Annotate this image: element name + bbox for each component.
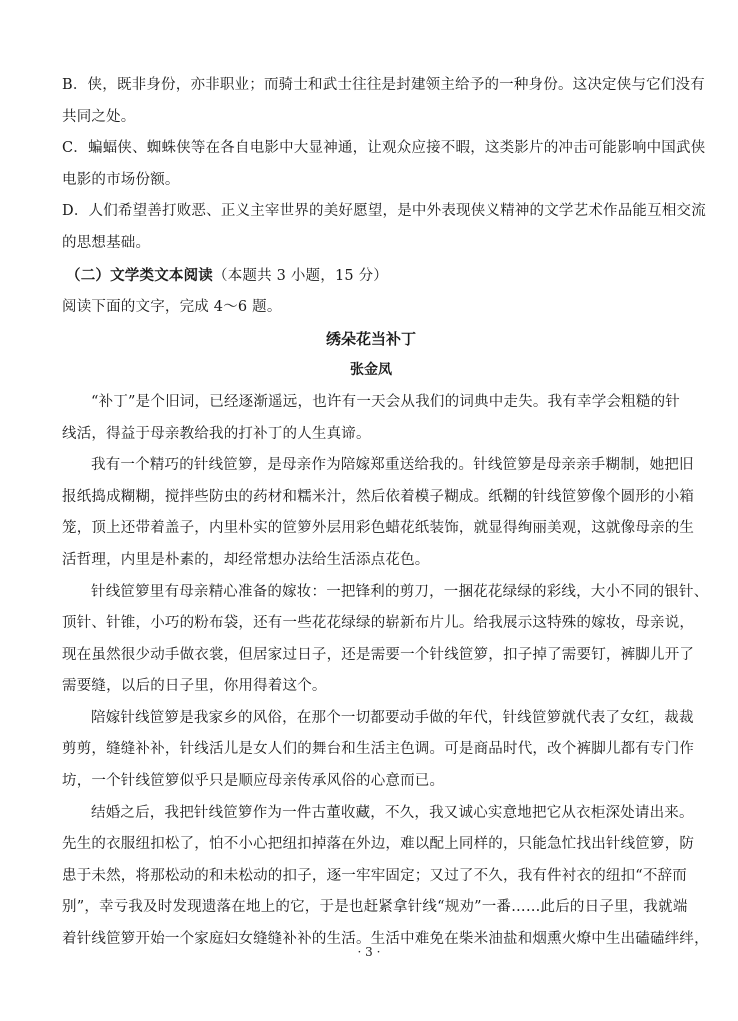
paragraph-1-line-1: “补丁”是个旧词，已经逐渐遥远，也许有一天会从我们的词典中走失。我有幸学会粗糙的针 bbox=[91, 393, 680, 410]
section-heading bbox=[62, 260, 680, 293]
paragraph-5-line-1: 结婚之后，我把针线笸箩作为一件古董收藏，不久，我又诚心实意地把它从衣柜深处请出来。 bbox=[91, 804, 694, 821]
paragraph-3-line-1: 针线笸箩里有母亲精心准备的嫁妆：一把锋利的剪刀，一捆花花绿绿的彩线，大小不同的银针、 bbox=[91, 583, 709, 600]
option-c-line-2: 电影的市场份额。 bbox=[62, 171, 180, 188]
option-b-line-1: B．侠，既非身份，亦非职业；而骑士和武士往往是封建领主给予的一种身份。这决定侠与它们没有 bbox=[62, 77, 705, 93]
paragraph-2-line-4: 活哲理，内里是朴素的，却经常想办法给生活添点花色。 bbox=[62, 551, 430, 568]
paragraph-5-line-5: 着针线笸箩开始一个家庭妇女缝缝补补的生活。生活中难免在柴米油盐和烟熏火燎中生出磕磕绊绊， bbox=[62, 931, 709, 948]
article-title: 绣朵花当补丁 bbox=[325, 329, 416, 348]
paragraph-5-line-2: 先生的衣服纽扣松了，怕不小心把纽扣掉落在外边，难以配上同样的，只能急忙找出针线笸箩，防 bbox=[62, 836, 695, 853]
section-heading-rest: （本题共 3 小题，15 分） bbox=[213, 267, 389, 284]
option-d-line-2: 的思想基础。 bbox=[62, 234, 151, 251]
section-instruction: 阅读下面的文字，完成 4～6 题。 bbox=[62, 299, 282, 316]
section-heading-bold: （二）文学类文本阅读 bbox=[66, 266, 213, 284]
paragraph-4-line-3: 坊，一个针线笸箩似乎只是顺应母亲传承风俗的心意而已。 bbox=[62, 773, 445, 790]
paragraph-5-line-3: 患于未然，将那松动的和未松动的扣子，逐一牢牢固定；又过了不久，我有件衬衣的纽扣“不辞而 bbox=[62, 867, 688, 884]
option-c-line-1: C．蝙蝠侠、蜘蛛侠等在各自电影中大显神通，让观众应接不暇，这类影片的冲击可能影响中国武侠 bbox=[62, 140, 706, 157]
paragraph-3-line-2: 顶针、针锥，小巧的粉布袋，还有一些花花绿绿的崭新布片儿。给我展示这特殊的嫁妆，母亲说， bbox=[62, 615, 695, 632]
paragraph-2-line-3: 笼，顶上还带着盖子，内里朴实的笸箩外层用彩色蜡花纸装饰，就显得绚丽美观，这就像母亲的生 bbox=[62, 520, 695, 537]
option-b-line-2: 共同之处。 bbox=[62, 108, 136, 125]
paragraph-2-line-2: 报纸捣成糊糊，搅拌些防虫的药材和糯米汁，然后依着模子糊成。纸糊的针线笸箩像个圆形的小箱 bbox=[62, 488, 695, 505]
paragraph-1-line-2: 线活，得益于母亲教给我的打补丁的人生真谛。 bbox=[62, 425, 371, 442]
paragraph-4-line-1: 陪嫁针线笸箩是我家乡的风俗，在那个一切都要动手做的年代，针线笸箩就代表了女红，裁裁 bbox=[91, 709, 694, 726]
paragraph-4-line-2: 剪剪，缝缝补补，针线活儿是女人们的舞台和生活主色调。可是商品时代，改个裤脚儿都有专门作 bbox=[62, 741, 695, 758]
paragraph-5-line-4: 别”，幸亏我及时发现遗落在地上的它，于是也赶紧拿针线“规劝”一番……此后的日子里，我就端 bbox=[62, 899, 688, 916]
paragraph-3-line-4: 需要缝，以后的日子里，你用得着这个。 bbox=[62, 678, 327, 695]
option-d-line-1: D．人们希望善打败恶、正义主宰世界的美好愿望，是中外表现侠义精神的文学艺术作品能互相交流 bbox=[62, 203, 706, 220]
paragraph-3-line-3: 现在虽然很少动手做衣裳，但居家过日子，还是需要一个针线笸箩，扣子掉了需要钉，裤脚儿开了 bbox=[62, 646, 695, 663]
paragraph-2-line-1: 我有一个精巧的针线笸箩，是母亲作为陪嫁郑重送给我的。针线笸箩是母亲亲手糊制，她把旧 bbox=[91, 457, 694, 474]
article-body bbox=[62, 387, 709, 956]
page-number: · 3 · bbox=[357, 945, 381, 959]
document-page bbox=[62, 70, 709, 956]
article-author: 张金凤 bbox=[350, 362, 392, 379]
